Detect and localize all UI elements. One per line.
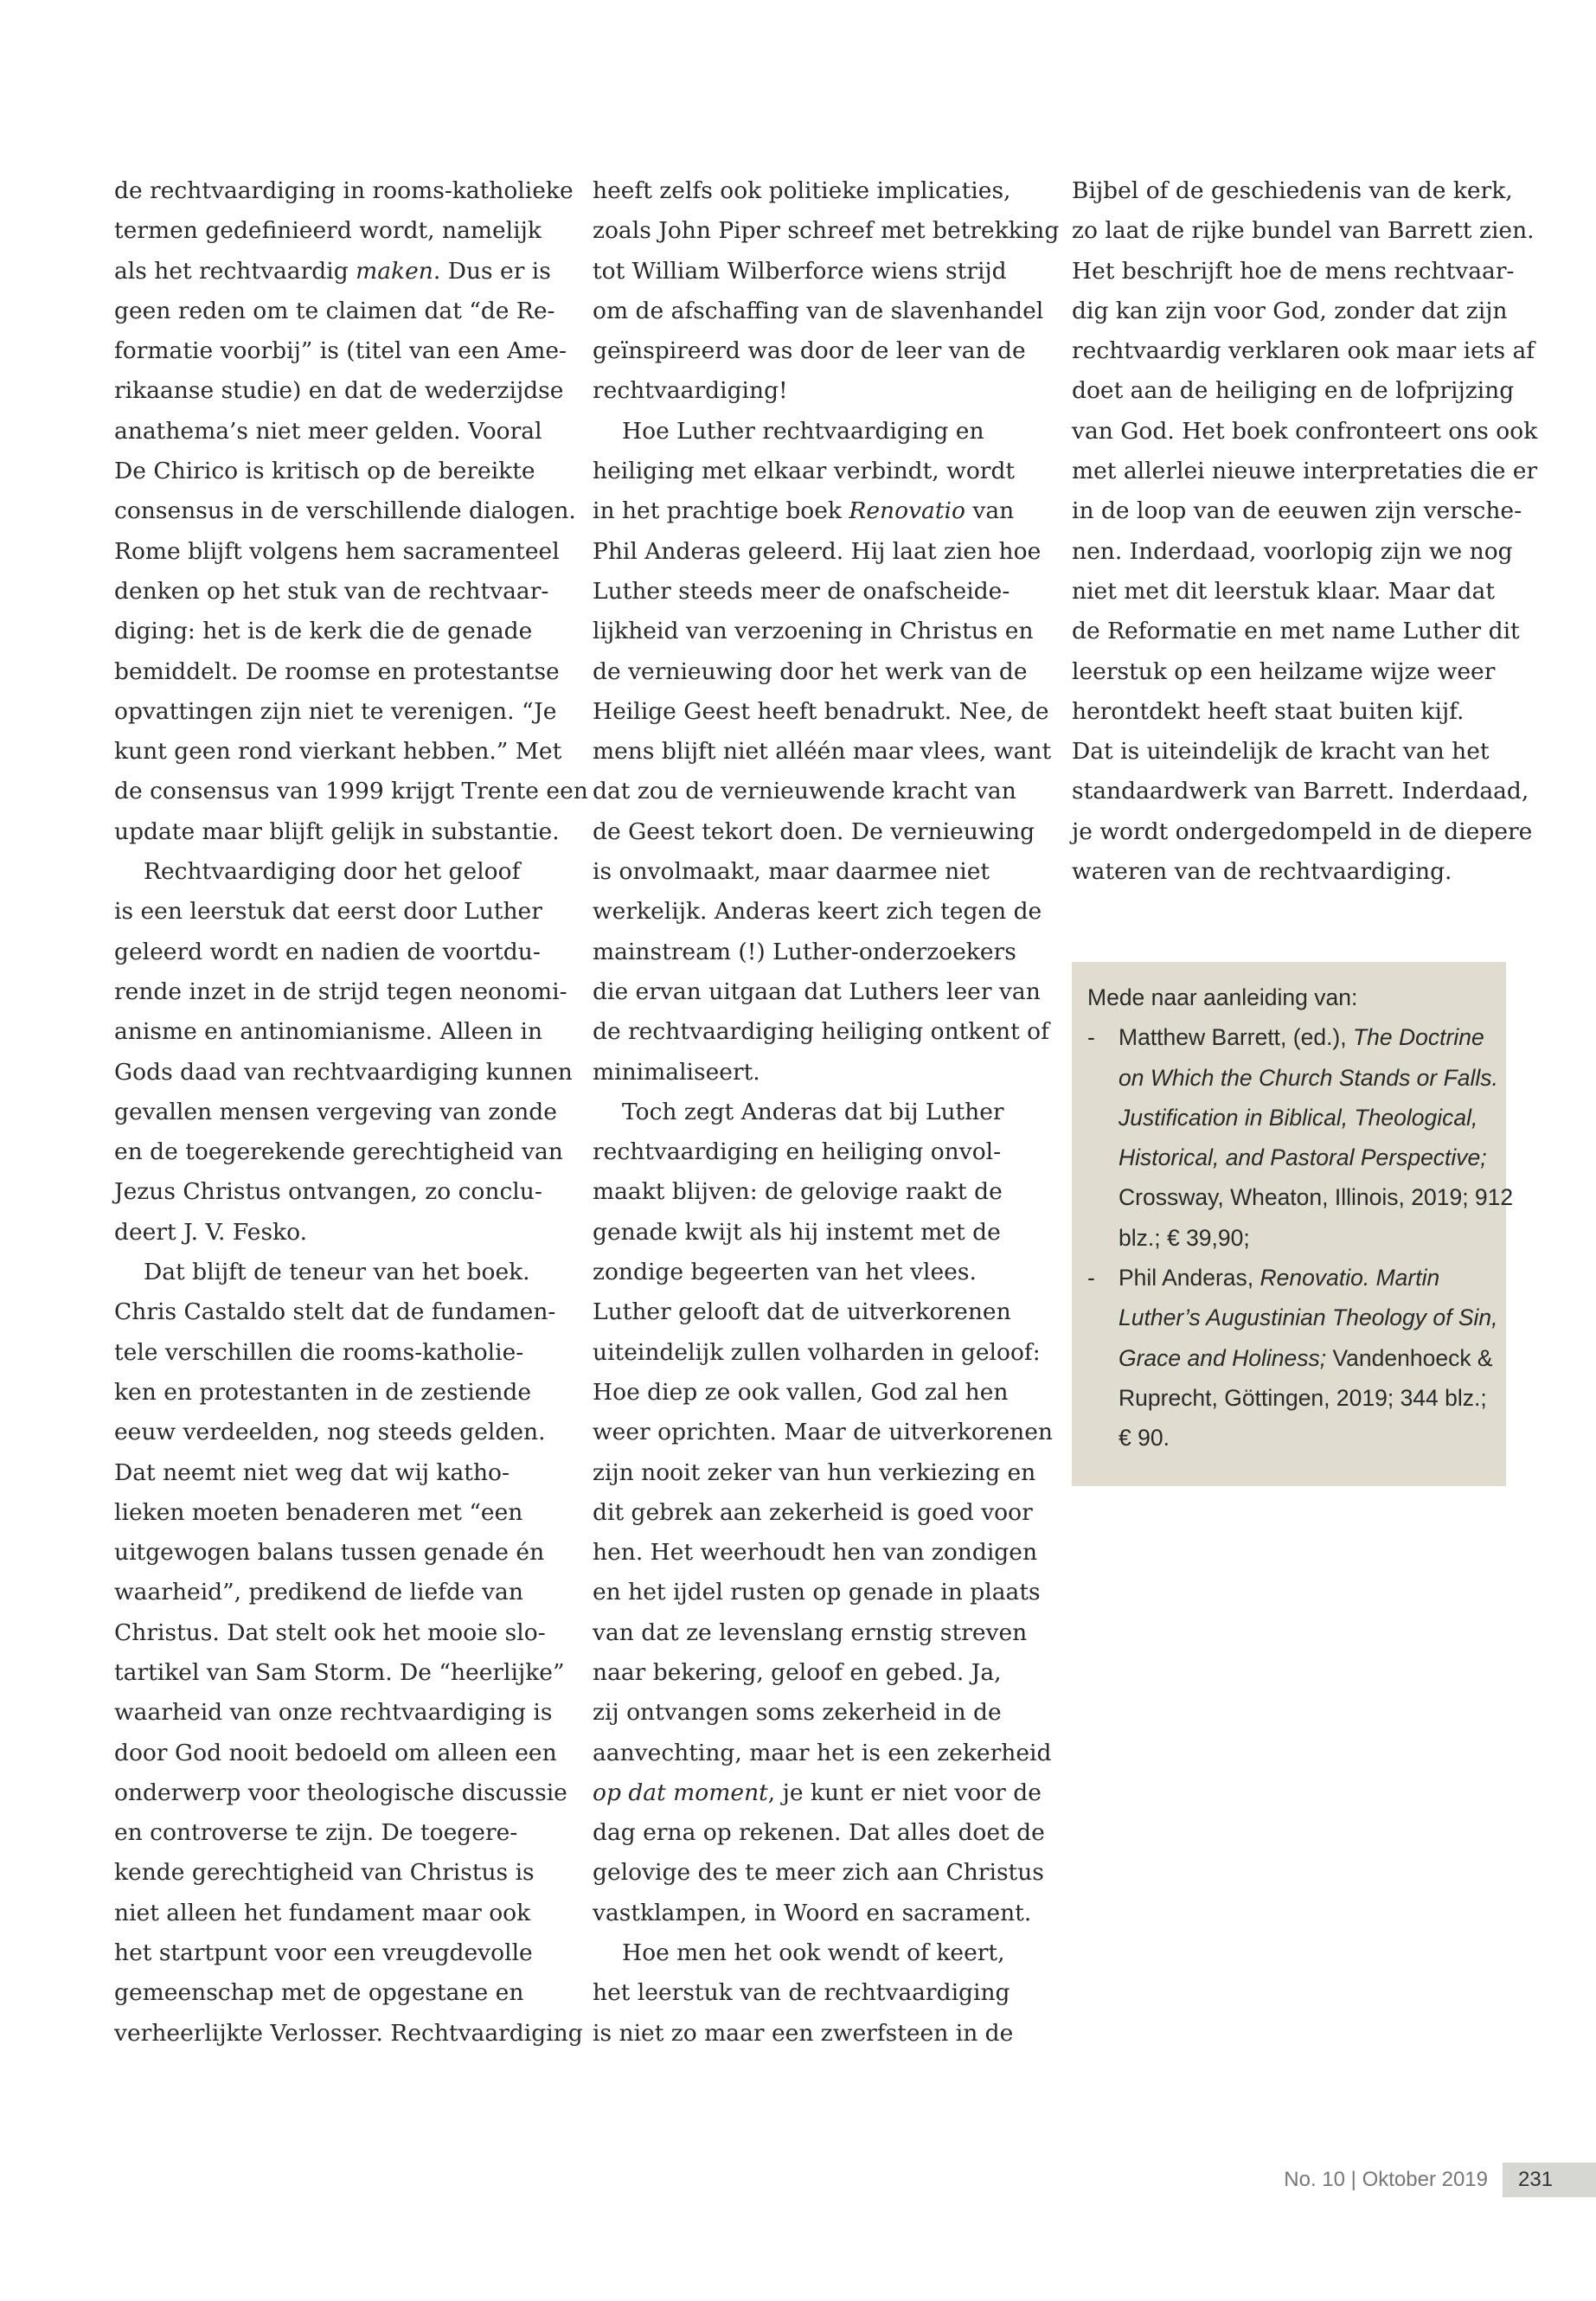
text-line: van God. Het boek confronteert ons ook bbox=[1072, 417, 1538, 445]
text-line: rechtvaardiging! bbox=[593, 377, 788, 405]
text-line: Justification in Biblical, Theological, bbox=[1118, 1104, 1478, 1131]
text-line: anisme en antinomianisme. Alleen in bbox=[114, 1018, 543, 1046]
text-line: nen. Inderdaad, voorlopig zijn we nog bbox=[1072, 537, 1513, 565]
text-line: de rechtvaardiging heiliging ontkent of bbox=[593, 1018, 1049, 1046]
text-line: en controverse te zijn. De toegere- bbox=[114, 1819, 518, 1847]
text-line: Matthew Barrett, (ed.), The Doctrine bbox=[1118, 1024, 1484, 1051]
text-line: lijkheid van verzoening in Christus en bbox=[593, 618, 1034, 645]
text-line: lieken moeten benaderen met “een bbox=[114, 1498, 523, 1526]
text-line: de rechtvaardiging in rooms-katholieke bbox=[114, 177, 574, 204]
text-line: zoals John Piper schreef met betrekking bbox=[593, 217, 1060, 245]
text-line: blz.; € 39,90; bbox=[1118, 1224, 1250, 1251]
text-line: Heilige Geest heeft benadrukt. Nee, de bbox=[593, 697, 1049, 725]
text-line: rechtvaardiging en heiliging onvol- bbox=[593, 1138, 1002, 1166]
column-1 bbox=[114, 171, 588, 2054]
text-line: verheerlijkte Verlosser. Rechtvaardiging bbox=[114, 2019, 583, 2047]
text-line: rikaanse studie) en dat de wederzijdse bbox=[114, 377, 564, 405]
text-line: Christus. Dat stelt ook het mooie slo- bbox=[114, 1618, 546, 1646]
text-line: tot William Wilberforce wiens strijd bbox=[593, 257, 1007, 285]
text-line: niet met dit leerstuk klaar. Maar dat bbox=[1072, 577, 1495, 605]
text-line: Rome blijft volgens hem sacramenteel bbox=[114, 537, 560, 565]
text-line: hen. Het weerhoudt hen van zondigen bbox=[593, 1539, 1038, 1567]
text-line: dig kan zijn voor God, zonder dat zijn bbox=[1072, 297, 1508, 324]
paragraph bbox=[114, 171, 588, 852]
text-line: aanvechting, maar het is een zekerheid bbox=[593, 1739, 1052, 1766]
text-line: consensus in de verschillende dialogen. bbox=[114, 497, 576, 525]
text-line: kende gerechtigheid van Christus is bbox=[114, 1859, 535, 1887]
text-line: mainstream (!) Luther-onderzoekers bbox=[593, 938, 1016, 965]
list-dash: - bbox=[1087, 1265, 1095, 1292]
text-line: ken en protestanten in de zestiende bbox=[114, 1378, 532, 1406]
column-2 bbox=[593, 171, 1060, 2054]
text-line: Luther gelooft dat de uitverkorenen bbox=[593, 1298, 1011, 1326]
text-line: waarheid van onze rechtvaardiging is bbox=[114, 1699, 553, 1727]
text-line: zo laat de rijke bundel van Barrett zien. bbox=[1072, 217, 1535, 245]
text-line: Dat is uiteindelijk de kracht van het bbox=[1072, 738, 1490, 766]
page-number: 231 bbox=[1503, 2163, 1596, 2197]
text-line: standaardwerk van Barrett. Inderdaad, bbox=[1072, 778, 1529, 805]
text-line: doet aan de heiliging en de lofprijzing bbox=[1072, 377, 1515, 405]
paragraph bbox=[114, 1253, 583, 2054]
text-line: Dat blijft de teneur van het boek. bbox=[144, 1259, 530, 1286]
text-line: update maar blijft gelijk in substantie. bbox=[114, 817, 560, 845]
text-line: zij ontvangen soms zekerheid in de bbox=[593, 1699, 1002, 1727]
text-line: de Reformatie en met name Luther dit bbox=[1072, 618, 1520, 645]
text-line: on Which the Church Stands or Falls. bbox=[1118, 1064, 1498, 1091]
text-line: leerstuk op een heilzame wijze weer bbox=[1072, 657, 1496, 685]
book-reference-box bbox=[1072, 962, 1514, 1486]
italic-term: maken bbox=[356, 257, 433, 285]
text-line: denken op het stuk van de rechtvaar- bbox=[114, 577, 549, 605]
text-line: termen gedefinieerd wordt, namelijk bbox=[114, 217, 542, 245]
text-line: herontdekt heeft staat buiten kijf. bbox=[1072, 697, 1465, 725]
text-line: vastklampen, in Woord en sacrament. bbox=[593, 1899, 1032, 1926]
text-line: dag erna op rekenen. Dat alles doet de bbox=[593, 1819, 1045, 1847]
text-line: je wordt ondergedompeld in de diepere bbox=[1072, 817, 1533, 845]
text-line: als het rechtvaardig maken. Dus er is bbox=[114, 257, 551, 285]
text-line: gevallen mensen vergeving van zonde bbox=[114, 1098, 557, 1125]
text-line: minimaliseert. bbox=[593, 1058, 760, 1086]
text-line: de Geest tekort doen. De vernieuwing bbox=[593, 817, 1035, 845]
text-line: gemeenschap met de opgestane en bbox=[114, 1979, 524, 2007]
text-line: Bijbel of de geschiedenis van de kerk, bbox=[1072, 177, 1513, 204]
text-line: geïnspireerd was door de leer van de bbox=[593, 337, 1026, 365]
text-line: onderwerp voor theologische discussie bbox=[114, 1779, 567, 1806]
text-line: Phil Anderas geleerd. Hij laat zien hoe bbox=[593, 537, 1042, 565]
list-dash: - bbox=[1087, 1024, 1095, 1051]
text-line: is een leerstuk dat eerst door Luther bbox=[114, 898, 542, 926]
text-line: geleerd wordt en nadien de voortdu- bbox=[114, 938, 541, 965]
text-line: € 90. bbox=[1118, 1425, 1170, 1452]
text-line: uiteindelijk zullen volharden in geloof: bbox=[593, 1338, 1041, 1366]
text-line: mens blijft niet alléén maar vlees, want bbox=[593, 738, 1052, 766]
text-line: rende inzet in de strijd tegen neonomi- bbox=[114, 977, 567, 1005]
paragraph bbox=[114, 852, 573, 1253]
text-line: dat zou de vernieuwende kracht van bbox=[593, 778, 1016, 805]
text-line: Jezus Christus ontvangen, zo conclu- bbox=[114, 1178, 542, 1206]
text-line: zijn nooit zeker van hun verkiezing en bbox=[593, 1458, 1036, 1486]
italic-title: Renovatio bbox=[849, 497, 965, 525]
issue-number: No. 10 bbox=[1284, 2168, 1345, 2191]
text-line: niet alleen het fundament maar ook bbox=[114, 1899, 531, 1926]
text-line: bemiddelt. De roomse en protestantse bbox=[114, 657, 560, 685]
text-line: gelovige des te meer zich aan Christus bbox=[593, 1859, 1044, 1887]
text-line: uitgewogen balans tussen genade én bbox=[114, 1539, 545, 1567]
text-line: tele verschillen die rooms-katholie- bbox=[114, 1338, 524, 1366]
paragraph bbox=[1072, 171, 1538, 892]
column-3 bbox=[1072, 171, 1538, 892]
text-line: diging: het is de kerk die de genade bbox=[114, 618, 533, 645]
text-line: tartikel van Sam Storm. De “heerlijke” bbox=[114, 1658, 565, 1686]
text-line: anathema’s niet meer gelden. Vooral bbox=[114, 417, 542, 445]
text-line: Gods daad van rechtvaardiging kunnen bbox=[114, 1058, 573, 1086]
text-line: dit gebrek aan zekerheid is goed voor bbox=[593, 1498, 1033, 1526]
reference-item bbox=[1087, 1017, 1514, 1258]
text-line: rechtvaardig verklaren ook maar iets af bbox=[1072, 337, 1535, 365]
text-line: genade kwijt als hij instemt met de bbox=[593, 1218, 1001, 1246]
text-line: heiliging met elkaar verbindt, wordt bbox=[593, 458, 1016, 485]
text-line: het startpunt voor een vreugdevolle bbox=[114, 1939, 533, 1967]
text-line: in het prachtige boek Renovatio van bbox=[593, 497, 1015, 525]
text-line: geen reden om te claimen dat “de Re- bbox=[114, 297, 555, 324]
text-line: Het beschrijft hoe de mens rechtvaar- bbox=[1072, 257, 1515, 285]
text-line: Toch zegt Anderas dat bij Luther bbox=[622, 1098, 1004, 1125]
text-line: heeft zelfs ook politieke implicaties, bbox=[593, 177, 1011, 204]
text-line: Hoe diep ze ook vallen, God zal hen bbox=[593, 1378, 1009, 1406]
text-line: Hoe men het ook wendt of keert, bbox=[622, 1939, 1005, 1967]
text-line: De Chirico is kritisch op de bereikte bbox=[114, 458, 535, 485]
text-line: werkelijk. Anderas keert zich tegen de bbox=[593, 898, 1042, 926]
issue-info bbox=[1284, 2168, 1488, 2192]
text-line: naar bekering, geloof en gebed. Ja, bbox=[593, 1658, 1002, 1686]
text-line: is niet zo maar een zwerfsteen in de bbox=[593, 2019, 1014, 2047]
text-line: Historical, and Pastoral Perspective; bbox=[1118, 1144, 1487, 1171]
text-line: door God nooit bedoeld om alleen een bbox=[114, 1739, 557, 1766]
text-line: Luther steeds meer de onafscheide- bbox=[593, 577, 1010, 605]
text-line: met allerlei nieuwe interpretaties die er bbox=[1072, 458, 1538, 485]
text-line: de vernieuwing door het werk van de bbox=[593, 657, 1028, 685]
text-line: en het ijdel rusten op genade in plaats bbox=[593, 1579, 1041, 1606]
text-line: zondige begeerten van het vlees. bbox=[593, 1259, 977, 1286]
text-line: Chris Castaldo stelt dat de fundamen- bbox=[114, 1298, 556, 1326]
text-line: Phil Anderas, Renovatio. Martin bbox=[1118, 1265, 1440, 1292]
box-heading: Mede naar aanleiding van: bbox=[1087, 984, 1358, 1010]
text-line: Rechtvaardiging door het geloof bbox=[144, 858, 521, 886]
issue-date: Oktober 2019 bbox=[1362, 2168, 1488, 2191]
text-line: Ruprecht, Göttingen, 2019; 344 blz.; bbox=[1118, 1384, 1487, 1411]
paragraph bbox=[593, 1093, 1053, 1933]
text-line: weer oprichten. Maar de uitverkorenen bbox=[593, 1419, 1053, 1446]
text-line: Crossway, Wheaton, Illinois, 2019; 912 bbox=[1118, 1184, 1514, 1211]
paragraph bbox=[593, 412, 1052, 1093]
text-line: opvattingen zijn niet te verenigen. “Je bbox=[114, 697, 557, 725]
footer-separator: | bbox=[1350, 2168, 1356, 2191]
text-line: Grace and Holiness; Vandenhoeck & bbox=[1118, 1344, 1493, 1371]
text-line: de consensus van 1999 krijgt Trente een bbox=[114, 778, 588, 805]
paragraph bbox=[593, 171, 1060, 412]
text-line: kunt geen rond vierkant hebben.” Met bbox=[114, 738, 562, 766]
text-line: wateren van de rechtvaardiging. bbox=[1072, 858, 1452, 886]
paragraph bbox=[593, 1933, 1034, 2054]
text-line: het leerstuk van de rechtvaardiging bbox=[593, 1979, 1010, 2007]
text-line: en de toegerekende gerechtigheid van bbox=[114, 1138, 563, 1166]
italic-phrase: op dat moment bbox=[593, 1779, 768, 1806]
text-line: is onvolmaakt, maar daarmee niet bbox=[593, 858, 990, 886]
text-line: Luther’s Augustinian Theology of Sin, bbox=[1118, 1304, 1498, 1331]
text-line: deert J. V. Fesko. bbox=[114, 1218, 308, 1246]
text-line: die ervan uitgaan dat Luthers leer van bbox=[593, 977, 1041, 1005]
text-line: waarheid”, predikend de liefde van bbox=[114, 1579, 523, 1606]
text-line: Dat neemt niet weg dat wij katho- bbox=[114, 1458, 510, 1486]
text-line: eeuw verdeelden, nog steeds gelden. bbox=[114, 1419, 546, 1446]
text-line: Hoe Luther rechtvaardiging en bbox=[622, 417, 984, 445]
text-line: in de loop van de eeuwen zijn versche- bbox=[1072, 497, 1522, 525]
text-line: om de afschaffing van de slavenhandel bbox=[593, 297, 1044, 324]
text-line: formatie voorbij” is (titel van een Ame- bbox=[114, 337, 567, 365]
text-line: op dat moment, je kunt er niet voor de bbox=[593, 1779, 1042, 1806]
reference-item bbox=[1087, 1258, 1498, 1458]
text-line: van dat ze levenslang ernstig streven bbox=[593, 1618, 1028, 1646]
text-line: maakt blijven: de gelovige raakt de bbox=[593, 1178, 1003, 1206]
